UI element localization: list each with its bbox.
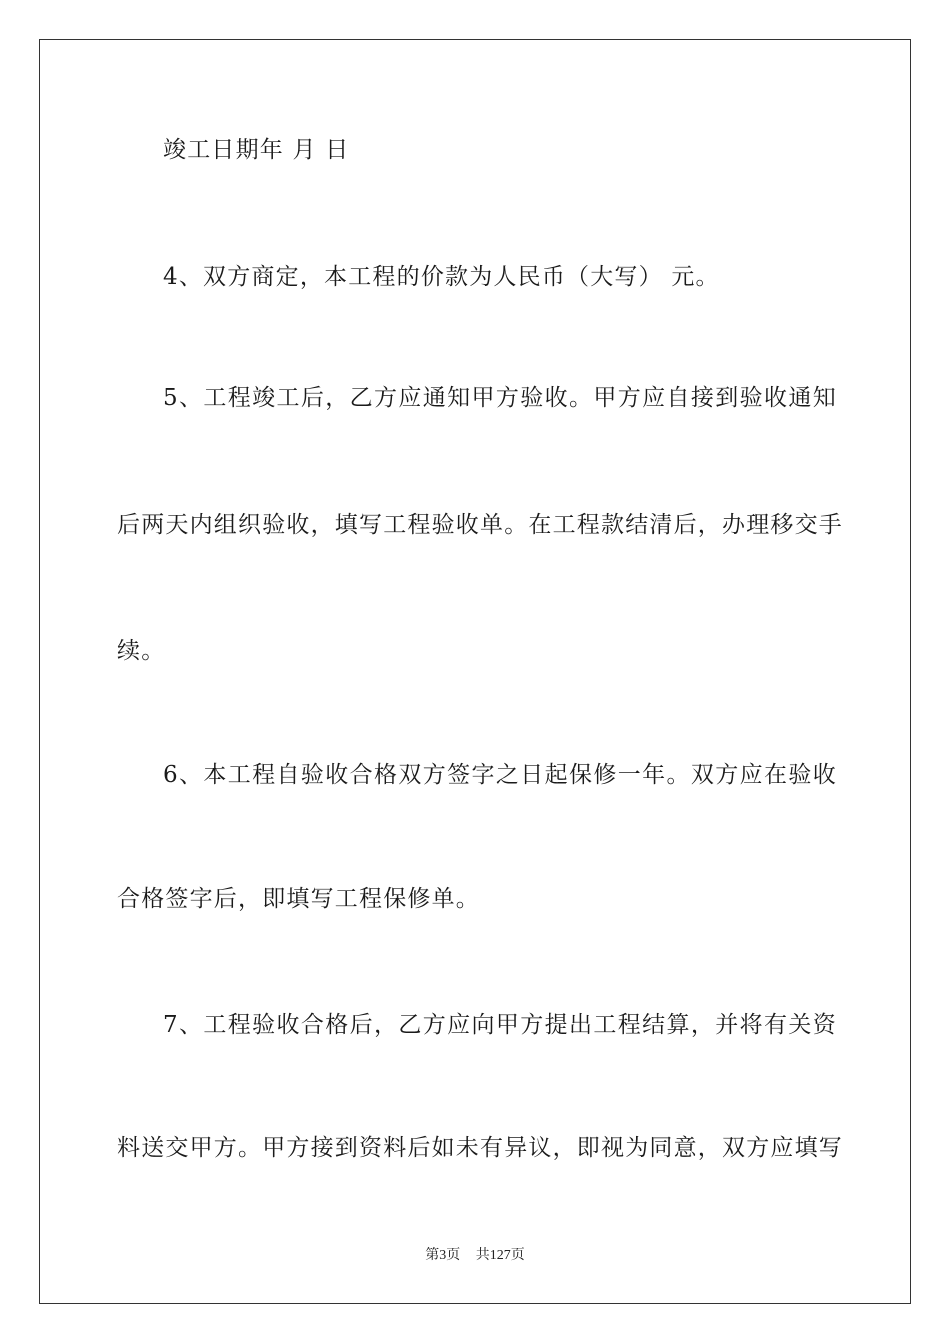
clause-7-line-1: 7、工程验收合格后，乙方应向甲方提出工程结算，并将有关资 — [163, 1012, 837, 1038]
page-border — [39, 39, 911, 1304]
clause-5-line-1: 5、工程竣工后，乙方应通知甲方验收。甲方应自接到验收通知 — [163, 385, 837, 411]
completion-date-line: 竣工日期年 月 日 — [163, 137, 350, 163]
clause-4-line-1: 4、双方商定，本工程的价款为人民币（大写） 元。 — [163, 264, 720, 290]
page-number: 第3页 — [425, 1248, 461, 1263]
clause-5-line-2: 后两天内组织验收，填写工程验收单。在工程款结清后，办理移交手 — [117, 512, 843, 538]
clause-7-line-2: 料送交甲方。甲方接到资料后如未有异议，即视为同意，双方应填写 — [117, 1135, 843, 1161]
clause-6-line-2: 合格签字后，即填写工程保修单。 — [117, 886, 480, 912]
clause-6-line-1: 6、本工程自验收合格双方签字之日起保修一年。双方应在验收 — [163, 762, 837, 788]
clause-5-line-3: 续。 — [117, 638, 166, 664]
page-footer — [0, 1247, 950, 1265]
page-total: 共127页 — [475, 1248, 525, 1263]
